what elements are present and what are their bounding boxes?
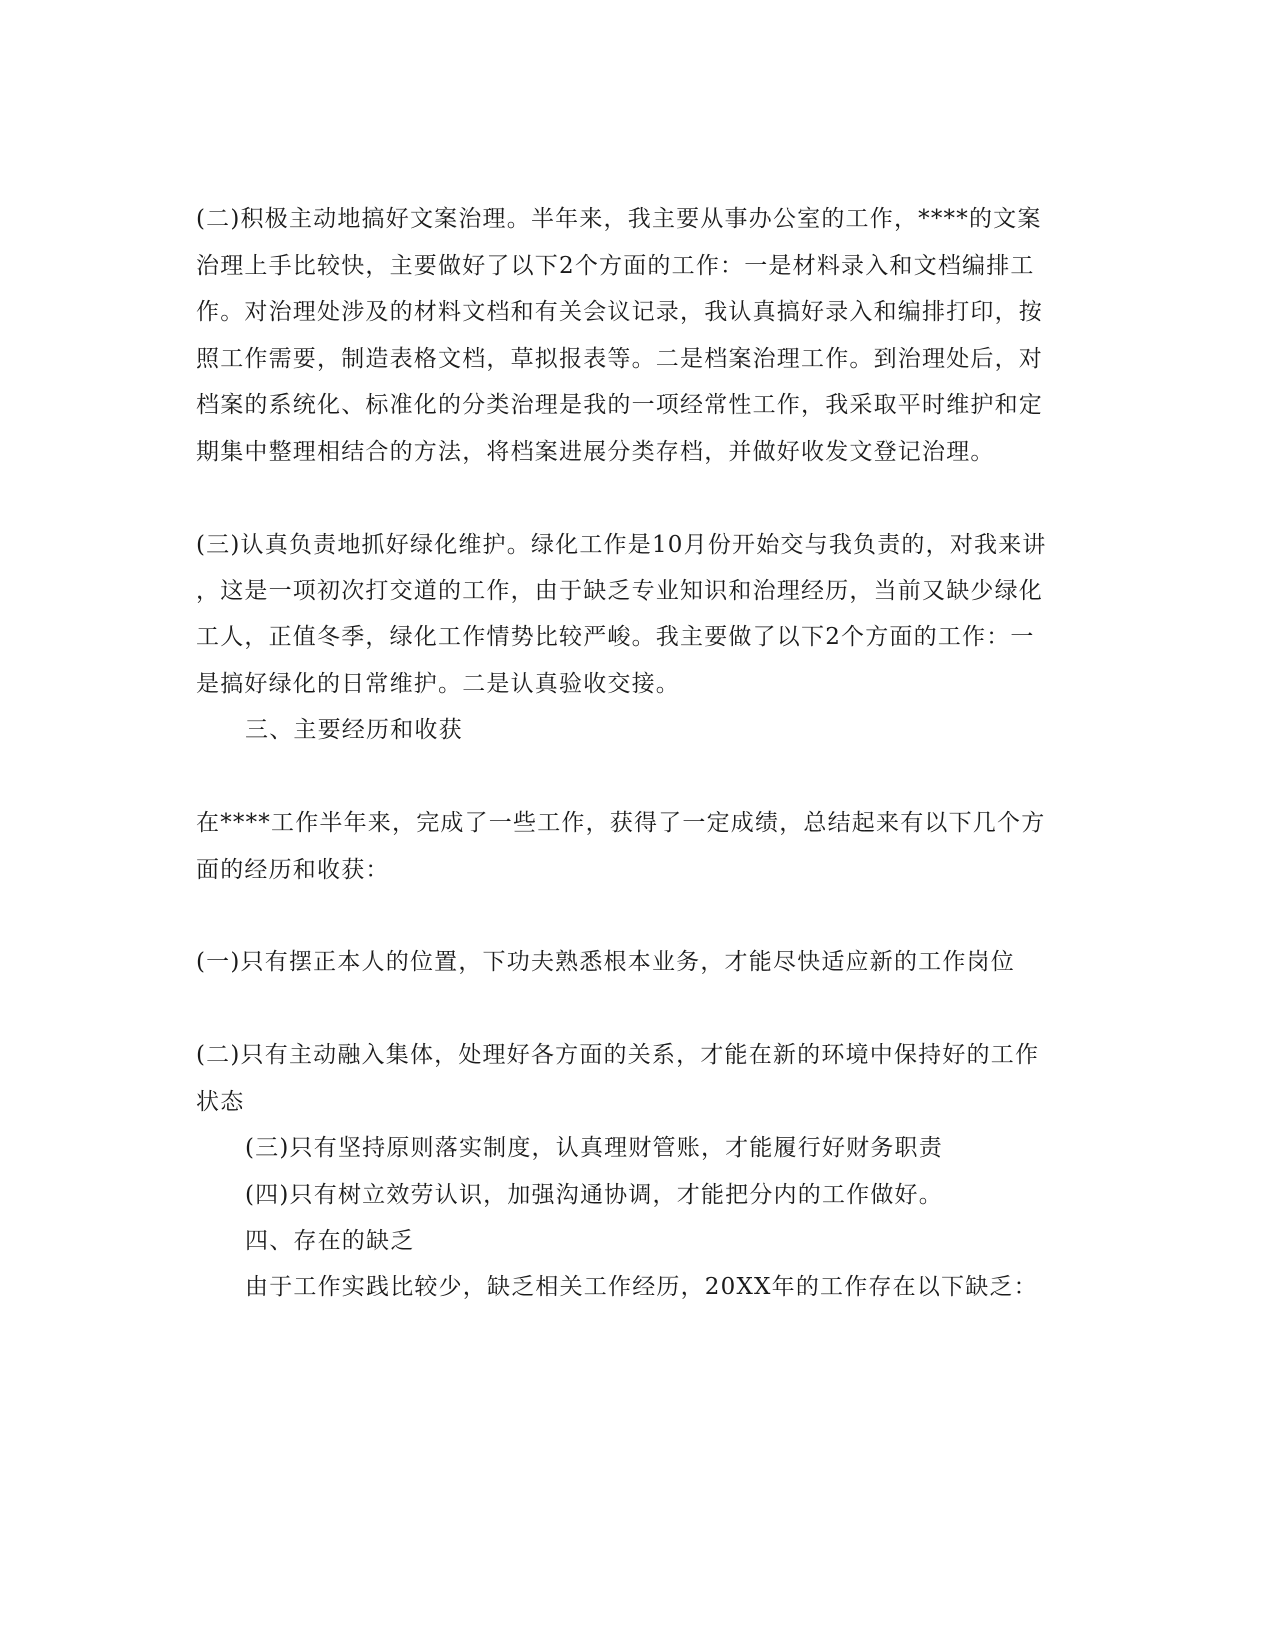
para3-line-4: 是搞好绿化的日常维护。二是认真验收交接。: [196, 671, 680, 697]
para2-line-1: (二)积极主动地搞好文案治理。半年来，我主要从事办公室的工作，****的文案: [196, 206, 1042, 232]
para2-line-6: 期集中整理相结合的方法，将档案进展分类存档，并做好收发文登记治理。: [196, 439, 995, 465]
para2-line-3: 作。对治理处涉及的材料文档和有关会议记录，我认真搞好录入和编排打印，按: [196, 299, 1043, 325]
para2-line-2: 治理上手比较快，主要做好了以下2个方面的工作：一是材料录入和文档编排工: [196, 253, 1035, 279]
item-4: (四)只有树立效劳认识，加强沟通协调，才能把分内的工作做好。: [245, 1182, 943, 1208]
item-1: (一)只有摆正本人的位置，下功夫熟悉根本业务，才能尽快适应新的工作岗位: [196, 949, 1015, 975]
intro-line-2: 面的经历和收获：: [196, 857, 390, 883]
item-3: (三)只有坚持原则落实制度，认真理财管账，才能履行好财务职责: [245, 1135, 943, 1161]
section-heading-4: 四、存在的缺乏: [245, 1228, 415, 1254]
closing-line: 由于工作实践比较少，缺乏相关工作经历，20XX年的工作存在以下缺乏：: [245, 1274, 1038, 1300]
para3-line-2: ，这是一项初次打交道的工作，由于缺乏专业知识和治理经历，当前又缺少绿化: [196, 578, 1043, 604]
para2-line-4: 照工作需要，制造表格文档，草拟报表等。二是档案治理工作。到治理处后，对: [196, 346, 1043, 372]
section-heading-3: 三、主要经历和收获: [245, 717, 463, 743]
para2-line-5: 档案的系统化、标准化的分类治理是我的一项经常性工作，我采取平时维护和定: [196, 392, 1043, 418]
item-2-line-1: (二)只有主动融入集体，处理好各方面的关系，才能在新的环境中保持好的工作: [196, 1042, 1040, 1068]
para3-line-3: 工人，正值冬季，绿化工作情势比较严峻。我主要做了以下2个方面的工作：一: [196, 624, 1035, 650]
intro-line-1: 在****工作半年来，完成了一些工作，获得了一定成绩，总结起来有以下几个方: [196, 810, 1046, 836]
para3-line-1: (三)认真负责地抓好绿化维护。绿化工作是10月份开始交与我负责的，对我来讲: [196, 532, 1047, 558]
item-2-line-2: 状态: [196, 1089, 245, 1115]
